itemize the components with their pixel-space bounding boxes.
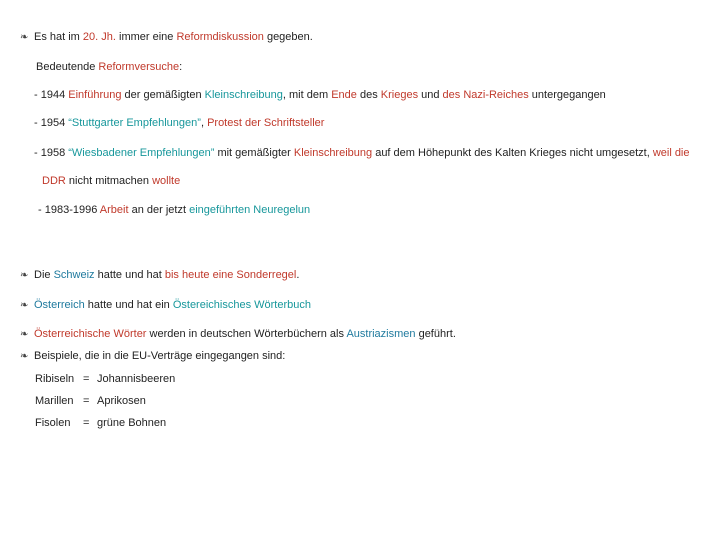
text: Die [34, 269, 54, 281]
text-schweiz: Schweiz [53, 269, 95, 281]
text: - 1954 [34, 117, 69, 129]
text: Bedeutende [36, 61, 99, 73]
text: . [296, 269, 300, 281]
text-weil-die: weil die [652, 147, 690, 159]
text: nicht [65, 175, 96, 187]
text-wiesbadener: “Wiesbadener Empfehlungen” [68, 147, 215, 159]
example-row [35, 372, 175, 386]
item-1958-continued [42, 174, 180, 188]
text-century: 20. Jh. [82, 31, 116, 43]
text-kleinschreibung: Kleinschreibung [293, 147, 373, 159]
text: werden in deutschen Wörterbüchern als [146, 328, 347, 340]
fleuron-bullet-icon: ❧ [20, 351, 29, 362]
text-sonderregel: bis heute eine Sonderregel [164, 269, 297, 281]
example-row [35, 416, 166, 430]
text: - 1958 [34, 147, 69, 159]
text-oesterreich: Österreich [34, 299, 85, 311]
example-left: Fisolen [35, 417, 71, 429]
text-protest: Protest der Schriftsteller [207, 117, 325, 129]
example-equals: = [83, 417, 90, 429]
bullet-point-schweiz [20, 268, 299, 283]
text-reformdiskussion: Reformdiskussion [176, 31, 264, 43]
text-arbeit: Arbeit [99, 204, 129, 216]
text: untergegangen [528, 89, 606, 101]
text: geführt. [415, 328, 456, 340]
text-kleinschreibung: Kleinschreibung [204, 89, 283, 101]
text: - 1944 [34, 89, 69, 101]
text: , mit dem [282, 89, 332, 101]
fleuron-bullet-icon: ❧ [20, 329, 29, 340]
text: , [200, 117, 208, 129]
text-wollte: wollte [152, 175, 181, 187]
text: Beispiele, die in die EU-Verträge eingegangen sind: [34, 350, 286, 362]
fleuron-bullet-icon: ❧ [20, 300, 29, 311]
text: Es hat im [34, 31, 83, 43]
fleuron-bullet-icon: ❧ [20, 32, 29, 43]
bullet-point-oesterreich [20, 298, 311, 313]
text: immer eine [115, 31, 177, 43]
text-nazi-reiches: des Nazi-Reiches [442, 89, 529, 101]
text-einfuehrung: Einführung [68, 89, 122, 101]
text-woerterbuch: Östereichisches Wörterbuch [172, 299, 311, 311]
bullet-point-beispiele [20, 349, 285, 364]
example-right: grüne Bohnen [97, 417, 167, 429]
text-neuregelung: eingeführten Neuregelun [189, 204, 311, 216]
subheading-reformversuche [36, 60, 182, 74]
example-equals: = [83, 395, 90, 407]
bullet-point-austriazismen [20, 327, 456, 342]
example-left: Marillen [35, 395, 74, 407]
item-1983-1996 [38, 203, 310, 217]
text: an der jetzt [128, 204, 190, 216]
text-mitmachen: mitmachen [95, 175, 149, 187]
text: hatte und hat [94, 269, 165, 281]
example-right: Aprikosen [97, 395, 146, 407]
text: der gemäßigten [121, 89, 205, 101]
text: - 1983-1996 [38, 204, 100, 216]
text-ddr: DDR [42, 175, 66, 187]
text-krieges: Krieges [380, 89, 419, 101]
fleuron-bullet-icon: ❧ [20, 270, 29, 281]
item-1958 [34, 146, 690, 160]
text: des [356, 89, 381, 101]
text-ende: Ende [331, 89, 357, 101]
example-row [35, 394, 146, 408]
text-stuttgarter: “Stuttgarter Empfehlungen” [68, 117, 201, 129]
item-1944 [34, 88, 606, 102]
text: auf dem Höhepunkt des Kalten Krieges nicht umgesetzt, [372, 147, 653, 159]
example-left: Ribiseln [35, 373, 75, 385]
bullet-point-reform [20, 30, 313, 45]
example-equals: = [83, 373, 90, 385]
example-right: Johannisbeeren [97, 373, 176, 385]
text: gegeben. [263, 31, 313, 43]
text: und [418, 89, 443, 101]
text: mit gemäßigter [214, 147, 294, 159]
item-1954 [34, 116, 324, 130]
text: hatte und hat ein [84, 299, 173, 311]
text-austriazismen: Austriazismen [346, 328, 416, 340]
text: : [179, 61, 183, 73]
text-reformversuche: Reformversuche [98, 61, 180, 73]
text-oesterreichische-woerter: Österreichische Wörter [34, 328, 147, 340]
